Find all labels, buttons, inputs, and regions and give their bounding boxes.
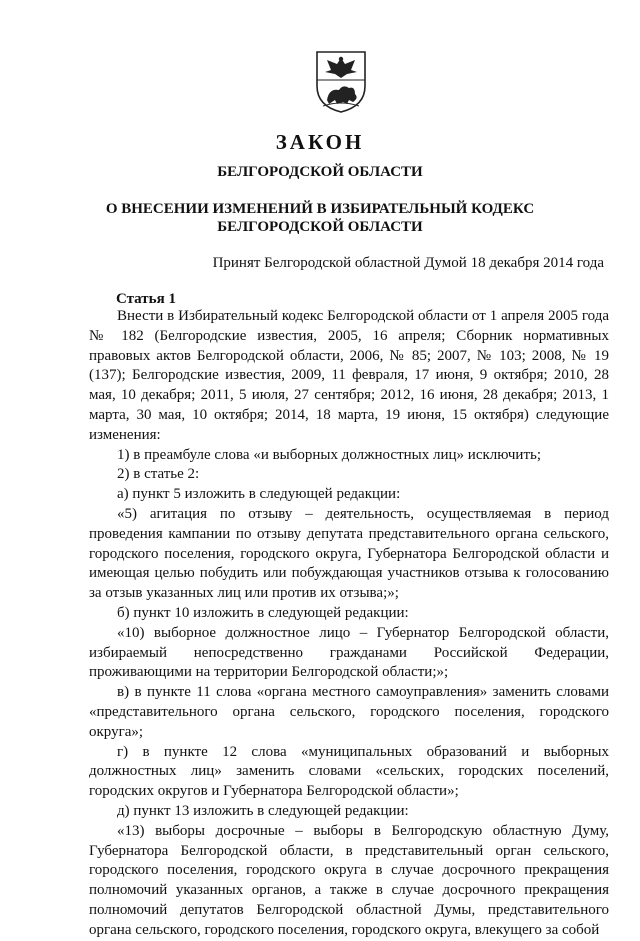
belgorod-coat-of-arms-icon <box>313 50 369 114</box>
article-paragraph: 1) в преамбуле слова «и выборных должностных лиц» исключить; <box>117 446 542 463</box>
document-title: ЗАКОН <box>275 130 365 154</box>
article-paragraph: «13) выборы досрочные – выборы в Белгородскую областную Думу, Губернатора Белгородской области, в представительный орган сельского, городского поселения, городского округа в случае досрочного прекращения полномочий указанных органов, а также в случае досрочного прекращения полномочий депутатов Белгородской областной Думы, представительного органа сельского, городского поселения, городского округа, влекущего за собой <box>89 822 609 938</box>
article-paragraph: д) пункт 13 изложить в следующей редакции: <box>117 802 409 819</box>
article-paragraph: 2) в статье 2: <box>117 466 200 483</box>
article-paragraph: а) пункт 5 изложить в следующей редакции: <box>117 486 401 503</box>
article-paragraph: «10) выборное должностное лицо – Губернатор Белгородской области, избираемый непосредственно гражданами Российской Федерации, проживающими на территории Белгородской области;»; <box>89 624 609 681</box>
law-subject-line-1: О ВНЕСЕНИИ ИЗМЕНЕНИЙ В ИЗБИРАТЕЛЬНЫЙ КОДЕКС <box>105 201 535 217</box>
law-subject-line-2: БЕЛГОРОДСКОЙ ОБЛАСТИ <box>217 219 423 235</box>
article-paragraph: г) в пункте 12 слова «муниципальных образований и выборных должностных лиц» заменить словами «сельских, городских поселений, городских округов и Губернатора Белгородской области»; <box>89 743 609 800</box>
article-paragraph: в) в пункте 11 слова «органа местного самоуправления» заменить словами «представительного органа сельского, городского поселения, городского округа»; <box>89 684 609 740</box>
article-paragraph: Внести в Избирательный кодекс Белгородской области от 1 апреля 2005 года № 182 (Белгородские известия, 2005, 16 апреля; Сборник нормативных правовых актов Белгородской области, 2006, № 85; 2007, № 103; 2008, № 19 (137); Белгородские известия, 2009, 11 февраля, 17 июня, 9 октября; 2010, 28 мая, 10 декабря; 2011, 5 июля, 27 сентября; 2012, 16 июня, 28 декабря; 2013, 1 марта, 30 мая, 10 октября; 2014, 18 марта, 19 июня, 15 октября) следующие изменения: <box>89 308 609 443</box>
region-name: БЕЛГОРОДСКОЙ ОБЛАСТИ <box>217 164 423 180</box>
article-paragraph: «5) агитация по отзыву – деятельность, осуществляемая в период проведения кампании по отзыву депутата представительного органа сельского, городского поселения, городского округа, Губернатора Белгородской области и имеющая целью побудить или побуждающая участников отзыва к голосованию за отзыв указанных лиц или против их отзыва;»; <box>89 505 609 602</box>
article-body <box>89 307 609 941</box>
adoption-note: Принят Белгородской областной Думой 18 декабря 2014 года <box>212 255 604 271</box>
article-paragraph: б) пункт 10 изложить в следующей редакции: <box>117 604 409 621</box>
law-subject <box>0 200 640 236</box>
article-title: Статья 1 <box>116 291 176 307</box>
